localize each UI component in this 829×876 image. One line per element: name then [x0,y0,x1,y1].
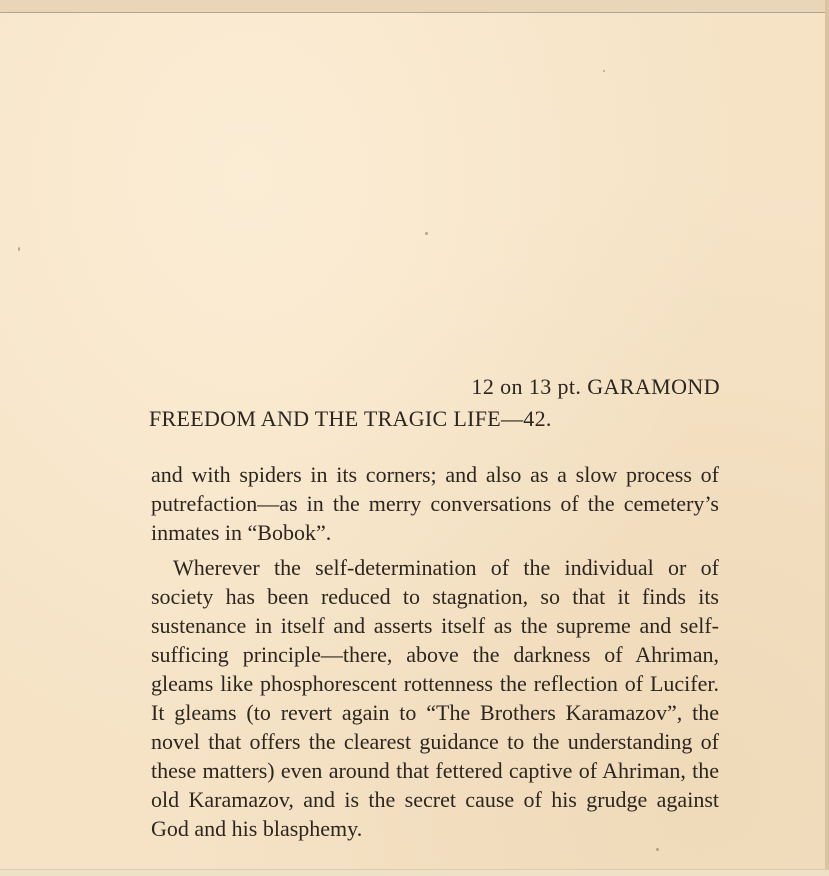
paper-speck [18,247,20,251]
sheet-top-edge [0,0,829,13]
paper-speck [656,848,659,851]
paragraph-main: Wherever the self-determination of the individual or of society has been reduced to stagnation, so that it finds its sustenance in itself and asserts itself as the supreme and self-sufficing principle—there, above the darkness of Ahriman, gleams like phosphorescent rottenness the reflection of Lucifer. It gleams (to revert again to “The Brothers Karamazov”, the novel that offers the clearest guidance to the understanding of these matters) even around that fettered captive of Ahriman, the old Karamazov, and is the secret cause of his grudge against God and his blasphemy. [151,555,719,841]
sheet-right-edge [825,0,829,876]
sheet-bottom-edge [0,869,829,876]
paper-speck [603,70,605,72]
running-title: FREEDOM AND THE TRAGIC LIFE—42. [149,406,552,431]
paragraph-continuation: and with spiders in its corners; and also as a slow process of putrefaction—as in the merry conversations of the cemetery’s inmates in “Bobok”. [151,462,719,545]
typeface-specimen-label: 12 on 13 pt. GARAMOND [471,374,720,399]
body-text [151,460,719,843]
paper-speck [425,232,428,235]
